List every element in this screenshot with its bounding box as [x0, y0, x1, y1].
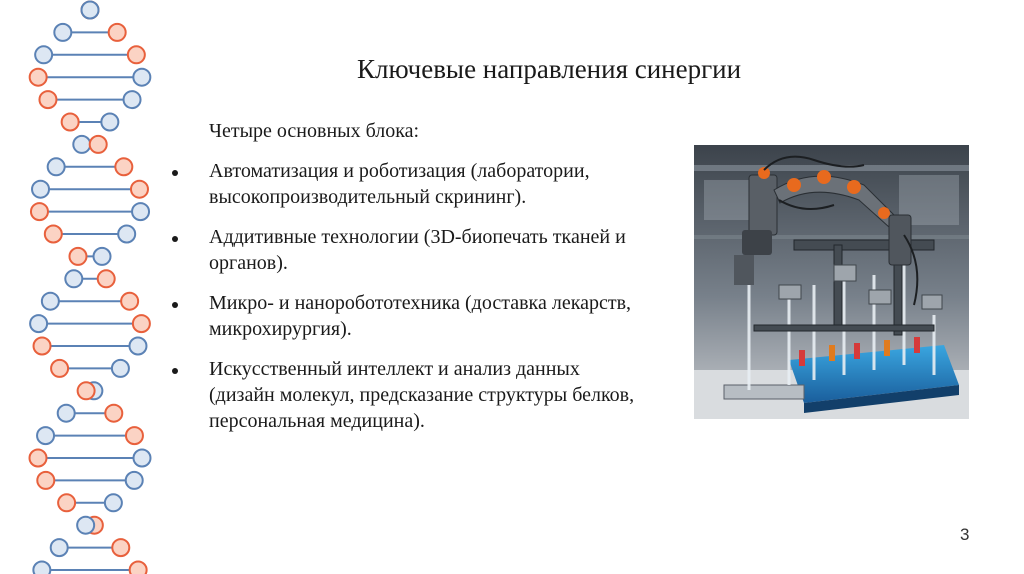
dna-node: [129, 338, 146, 355]
dna-node: [98, 270, 115, 287]
dna-node: [33, 562, 50, 574]
dna-node: [90, 136, 107, 153]
dna-node: [78, 382, 95, 399]
slide-content: [170, 118, 650, 448]
dna-node: [118, 226, 135, 243]
dna-node: [109, 24, 126, 41]
dna-node: [133, 69, 150, 86]
dna-node: [132, 203, 149, 220]
dna-node: [69, 248, 86, 265]
bullet-list: [170, 158, 650, 434]
slide-title: Ключевые направления синергии: [357, 54, 742, 84]
bullet-item: [170, 158, 650, 210]
dna-node: [124, 91, 141, 108]
lab-robot-image: [694, 145, 969, 419]
bullet-item: [170, 356, 650, 434]
dna-node: [126, 427, 143, 444]
dna-node: [31, 203, 48, 220]
bullet-item: [170, 224, 650, 276]
dna-node: [32, 181, 49, 198]
bullet-text: Автоматизация и роботизация (лаборатории, высокопроизводительный скрининг).: [209, 160, 590, 208]
dna-node: [54, 24, 71, 41]
dna-node: [48, 158, 65, 175]
dna-node: [133, 315, 150, 332]
dna-node: [51, 360, 68, 377]
dna-node: [73, 136, 90, 153]
dna-node: [42, 293, 59, 310]
bullet-item: [170, 290, 650, 342]
dna-node: [51, 539, 68, 556]
intro-text: Четыре основных блока:: [209, 120, 420, 142]
dna-node: [115, 158, 132, 175]
bullet-dot-icon: [172, 170, 178, 176]
dna-node: [121, 293, 138, 310]
bullet-dot-icon: [172, 368, 178, 374]
dna-node: [77, 517, 94, 534]
dna-node: [82, 2, 99, 19]
dna-node: [45, 226, 62, 243]
dna-node: [30, 315, 47, 332]
dna-node: [101, 114, 118, 131]
page-number: 3: [960, 525, 970, 544]
bullet-text: Аддитивные технологии (3D-биопечать тканей и органов).: [209, 226, 626, 274]
dna-node: [112, 360, 129, 377]
bullet-dot-icon: [172, 236, 178, 242]
dna-node: [105, 405, 122, 422]
dna-node: [35, 46, 52, 63]
bullet-dot-icon: [172, 302, 178, 308]
dna-node: [130, 562, 147, 574]
dna-node: [37, 427, 54, 444]
dna-node: [34, 338, 51, 355]
dna-node: [30, 450, 47, 467]
dna-node: [62, 114, 79, 131]
dna-node: [94, 248, 111, 265]
dna-node: [133, 450, 150, 467]
dna-node: [39, 91, 56, 108]
dna-node: [58, 494, 75, 511]
dna-node: [65, 270, 82, 287]
bullet-text: Искусственный интеллект и анализ данных (дизайн молекул, предсказание структуры белков, персональная медицина).: [209, 358, 635, 432]
dna-node: [37, 472, 54, 489]
dna-node: [128, 46, 145, 63]
dna-node: [126, 472, 143, 489]
dna-node: [131, 181, 148, 198]
dna-node: [112, 539, 129, 556]
dna-node: [58, 405, 75, 422]
dna-node: [105, 494, 122, 511]
dna-node: [30, 69, 47, 86]
bullet-text: Микро- и наноробототехника (доставка лекарств, микрохирургия).: [209, 292, 632, 340]
dna-helix-decoration: [0, 0, 160, 574]
